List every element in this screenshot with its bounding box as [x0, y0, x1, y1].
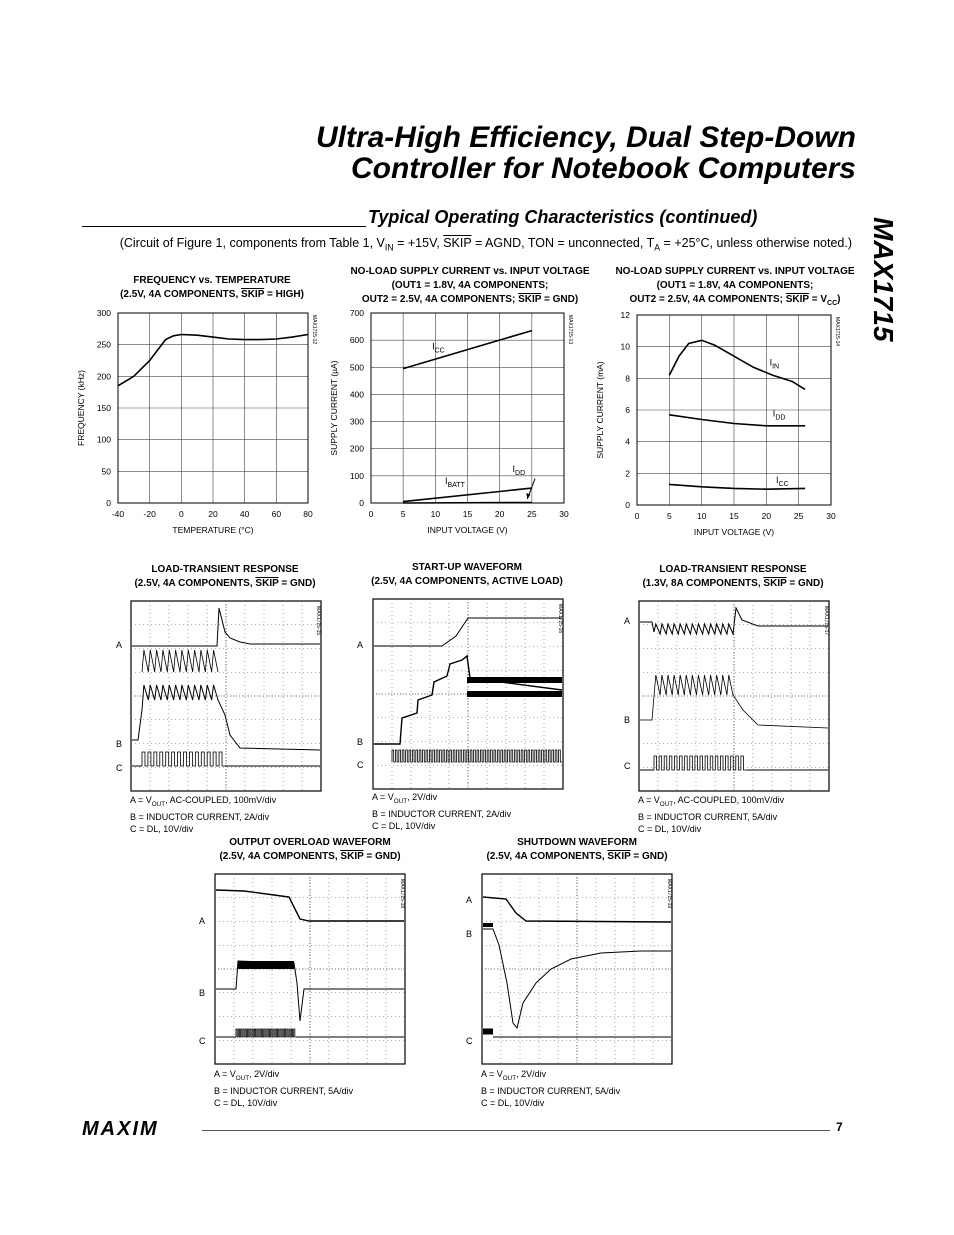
lt2-title-line2: (1.3V, 8A COMPONENTS, SKIP = GND): [642, 578, 824, 589]
x-tick-label: 60: [271, 509, 282, 519]
figure-tag: MAX1715-16: [557, 604, 563, 634]
sd-legend-a: $A = V_{OUT}$, 2V/div: [481, 1069, 547, 1082]
y-tick-label: 0: [625, 500, 630, 510]
su-legend-c: C = DL, 10V/div: [372, 820, 436, 831]
y-tick-label: 150: [96, 403, 111, 413]
lt1-channel-a: A: [116, 640, 123, 650]
sd-scope-screen: [481, 873, 673, 1065]
document-title: [150, 122, 856, 184]
x-axis-label: INPUT VOLTAGE (V): [693, 527, 775, 537]
y-tick-label: 100: [96, 434, 111, 445]
sd-title: [472, 836, 682, 864]
footer-rule: [202, 1130, 830, 1131]
x-tick-label: 20: [208, 509, 218, 519]
sd-channel-b: B: [466, 929, 473, 939]
x-tick-label: -40: [111, 509, 125, 519]
trace-dl: [392, 750, 562, 762]
test-conditions: [82, 236, 852, 253]
lt1-scope-screen: [130, 600, 322, 792]
x-axis-label: TEMPERATURE (°C): [172, 525, 254, 535]
su-title-line2: (2.5V, 4A COMPONENTS, ACTIVE LOAD): [371, 576, 563, 587]
y-tick-label: 250: [96, 339, 111, 350]
ol-legend-b: B = INDUCTOR CURRENT, 5A/div: [214, 1085, 354, 1096]
trace-dl: [236, 1029, 296, 1037]
figure-tag: MAX1715-18: [399, 879, 405, 909]
x-tick-label: 25: [793, 511, 804, 521]
freq-vs-temp-chart: [70, 300, 330, 545]
y-tick-label: 6: [625, 405, 630, 415]
y-tick-label: 50: [101, 466, 111, 477]
sd-channel-c: C: [466, 1036, 473, 1046]
su-channel-c: C: [357, 760, 364, 770]
y-tick-label: 300: [349, 416, 364, 427]
su-scope-screen: [372, 598, 564, 790]
maxim-logo: [82, 1118, 192, 1138]
x-tick-label: 30: [559, 509, 569, 519]
figure-tag: MAX1715-12: [311, 315, 317, 345]
lt2-channel-c: C: [624, 761, 631, 771]
maxim-logo-text: MAXIM: [82, 1118, 159, 1138]
figure-tag: MAX1715-15: [315, 606, 321, 636]
y-tick-label: 8: [625, 373, 630, 384]
y-tick-label: 700: [349, 308, 364, 318]
y-tick-label: 4: [625, 436, 630, 447]
isupply2-title-line3: OUT2 = 2.5V, 4A COMPONENTS; SKIP = $V_{CC}$): [629, 294, 841, 307]
y-tick-label: 300: [96, 308, 111, 318]
lt2-legend-c: C = DL, 10V/div: [638, 823, 702, 834]
series-line-idd: [403, 503, 532, 504]
su-channel-b: B: [357, 737, 364, 747]
lt1-legend-b: B = INDUCTOR CURRENT, 2A/div: [130, 811, 270, 822]
lt1-legend-a: $A = V_{OUT}$, AC-COUPLED, 100mV/div: [130, 795, 277, 808]
document-title-line2: Controller for Notebook Computers: [350, 152, 856, 185]
y-tick-label: 2: [625, 468, 630, 479]
ol-title: [205, 836, 415, 864]
x-tick-label: 0: [634, 511, 640, 521]
series-label-idd: $I_{DD}$: [772, 408, 786, 422]
y-tick-label: 0: [106, 498, 111, 508]
y-tick-label: 0: [359, 498, 364, 508]
freq-title-line2: (2.5V, 4A COMPONENTS, SKIP = HIGH): [120, 289, 304, 300]
y-axis-label: SUPPLY CURRENT (µA): [329, 360, 339, 456]
y-tick-label: 10: [620, 341, 630, 352]
series-label-icc: $I_{CC}$: [432, 341, 445, 355]
sd-channel-a: A: [466, 895, 473, 905]
lt1-title: [120, 563, 330, 591]
sd-legend-b: B = INDUCTOR CURRENT, 5A/div: [481, 1085, 621, 1096]
lt2-scope-screen: [638, 600, 830, 792]
series-label-idd: $I_{DD}$: [512, 463, 526, 477]
lt2-legend: [638, 794, 784, 835]
su-title: [362, 561, 572, 589]
lt1-title-line2: (2.5V, 4A COMPONENTS, SKIP = GND): [134, 578, 316, 589]
x-tick-label: 0: [178, 509, 184, 519]
part-number-text: MAX1715: [868, 217, 899, 342]
freq-title-line1: FREQUENCY vs. TEMPERATURE: [133, 275, 291, 286]
series-label-ibatt: $I_{BATT}$: [444, 476, 465, 489]
sd-legend: [481, 1068, 620, 1109]
supply-current-skip-vcc-chart: [595, 300, 855, 545]
y-tick-label: 500: [349, 362, 364, 373]
x-tick-label: 40: [239, 509, 250, 519]
sd-title-line1: SHUTDOWN WAVEFORM: [517, 837, 637, 848]
series-label-icc: $I_{CC}$: [776, 474, 789, 488]
su-channel-a: A: [357, 640, 364, 650]
lt1-channel-c: C: [116, 763, 123, 773]
ol-legend-c: C = DL, 10V/div: [214, 1097, 278, 1108]
lt1-legend-c: C = DL, 10V/div: [130, 823, 194, 834]
ol-channel-c: C: [199, 1036, 206, 1046]
document-title-line1: Ultra-High Efficiency, Dual Step-Down: [315, 121, 856, 154]
lt1-title-line1: LOAD-TRANSIENT RESPONSE: [151, 564, 299, 575]
isupply2-title-line2: (OUT1 = 1.8V, 4A COMPONENTS;: [656, 280, 814, 291]
x-tick-label: 30: [826, 511, 836, 521]
su-title-line1: START-UP WAVEFORM: [412, 562, 522, 573]
x-tick-label: 10: [430, 509, 441, 519]
x-tick-label: 10: [696, 511, 707, 521]
x-tick-label: 0: [368, 509, 374, 519]
lt2-title-line1: LOAD-TRANSIENT RESPONSE: [659, 564, 807, 575]
isupply1-title-line3: OUT2 = 2.5V, 4A COMPONENTS; SKIP = GND): [361, 294, 579, 305]
conditions-text: (Circuit of Figure 1, components from Table 1, $V_{IN} = +15V$, SKIP = AGND, TON = unconnected, $T_A = +25^\circ C$, unless otherwise noted.): [119, 236, 852, 253]
lt2-legend-b: B = INDUCTOR CURRENT, 5A/div: [638, 811, 778, 822]
figure-tag: MAX1715-19: [666, 879, 672, 909]
x-tick-label: 80: [303, 509, 313, 519]
lt2-channel-a: A: [624, 616, 631, 626]
x-tick-label: 5: [666, 511, 672, 521]
trace-inductor-noise: [238, 963, 294, 967]
freq-chart-title: [112, 274, 312, 302]
figure-tag: MAX1715-13: [567, 315, 573, 345]
y-tick-label: 600: [349, 335, 364, 346]
x-tick-label: 20: [761, 511, 772, 521]
ol-title-line2: (2.5V, 4A COMPONENTS, SKIP = GND): [219, 851, 401, 862]
isupply1-title-line1: NO-LOAD SUPPLY CURRENT vs. INPUT VOLTAGE: [350, 266, 590, 277]
ol-channel-b: B: [199, 988, 206, 998]
trace-dl: [483, 1030, 493, 1033]
x-axis-label: INPUT VOLTAGE (V): [427, 525, 508, 535]
y-tick-label: 12: [620, 310, 630, 320]
ol-channel-a: A: [199, 916, 206, 926]
ol-legend: [214, 1068, 353, 1109]
y-tick-label: 200: [349, 443, 364, 454]
figure-tag: MAX1715-17: [823, 606, 829, 636]
su-legend: [372, 791, 511, 832]
x-tick-label: 15: [462, 509, 473, 519]
page-number: 7: [836, 1120, 843, 1134]
su-legend-b: B = INDUCTOR CURRENT, 2A/div: [372, 808, 512, 819]
lt2-legend-a: $A = V_{OUT}$, AC-COUPLED, 100mV/div: [638, 795, 785, 808]
su-legend-a: $A = V_{OUT}$, 2V/div: [372, 792, 438, 805]
ol-legend-a: $A = V_{OUT}$, 2V/div: [214, 1069, 280, 1082]
sd-legend-c: C = DL, 10V/div: [481, 1097, 545, 1108]
lt1-channel-b: B: [116, 739, 123, 749]
isupply1-title-line2: (OUT1 = 1.8V, 4A COMPONENTS;: [391, 280, 549, 291]
y-tick-label: 400: [349, 389, 364, 400]
y-axis-label: FREQUENCY (kHz): [76, 370, 86, 446]
figure-tag: MAX1715-14: [834, 317, 840, 347]
part-number-vertical: [866, 215, 906, 385]
series-line-iin: [669, 340, 805, 389]
lt2-channel-b: B: [624, 715, 631, 725]
x-tick-label: 20: [494, 509, 505, 519]
x-tick-label: -20: [143, 509, 156, 519]
section-title: Typical Operating Characteristics (continued): [368, 207, 758, 227]
x-tick-label: 25: [527, 509, 537, 519]
supply-current-skip-gnd-chart: [325, 300, 585, 545]
section-rule: [82, 226, 366, 227]
sd-title-line2: (2.5V, 4A COMPONENTS, SKIP = GND): [486, 851, 668, 862]
y-tick-label: 100: [349, 470, 364, 481]
x-tick-label: 15: [729, 511, 739, 521]
x-tick-label: 5: [400, 509, 406, 519]
ol-scope-screen: [214, 873, 406, 1065]
lt2-title: [628, 563, 838, 591]
lt1-legend: [130, 794, 276, 835]
series-label-iin: $I_{IN}$: [769, 357, 780, 371]
y-tick-label: 200: [96, 371, 111, 382]
isupply2-title-line1: NO-LOAD SUPPLY CURRENT vs. INPUT VOLTAGE: [615, 266, 855, 277]
ol-title-line1: OUTPUT OVERLOAD WAVEFORM: [229, 837, 391, 848]
y-axis-label: SUPPLY CURRENT (mA): [595, 361, 605, 459]
